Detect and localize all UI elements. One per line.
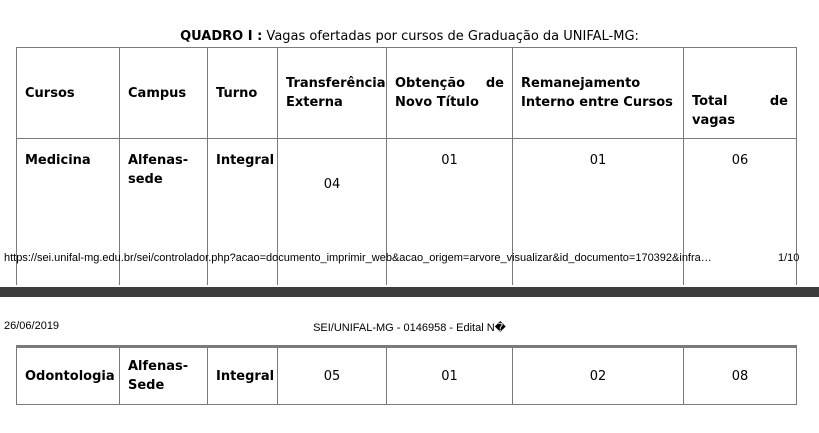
page-separator bbox=[0, 287, 819, 297]
cell-transferencia: 05 bbox=[278, 347, 387, 405]
header-date: 26/06/2019 bbox=[4, 320, 60, 332]
cell-turno: Integral bbox=[208, 347, 278, 405]
cell-remanejamento: 02 bbox=[513, 347, 684, 405]
caption-text: Vagas ofertadas por cursos de Graduação da UNIFAL-MG: bbox=[262, 29, 639, 44]
cell-remanejamento: 01 bbox=[513, 139, 684, 286]
header-turno: Turno bbox=[208, 48, 278, 139]
cell-obtencao: 01 bbox=[387, 347, 513, 405]
vacancies-table-continued bbox=[16, 345, 797, 405]
header-total-word2: de bbox=[769, 94, 788, 109]
cell-curso: Odontologia bbox=[17, 347, 120, 405]
header-total-word1: Total bbox=[692, 94, 728, 109]
footer-url: https://sei.unifal-mg.edu.br/sei/controlador.php?acao=documento_imprimir_web&acao_origem=arvore_visualizar&id_documento=170392&infra… bbox=[4, 252, 712, 264]
cell-obtencao: 01 bbox=[387, 139, 513, 286]
table-header-row bbox=[17, 48, 797, 139]
header-obtencao-line2: Novo Título bbox=[395, 95, 479, 110]
cell-transferencia: 04 bbox=[278, 139, 387, 286]
cell-campus: Alfenas-sede bbox=[120, 139, 208, 286]
header-obtencao-word1: Obtenção bbox=[395, 76, 466, 91]
header-total bbox=[684, 48, 797, 139]
caption-prefix: QUADRO I : bbox=[180, 29, 263, 44]
cell-total: 06 bbox=[684, 139, 797, 286]
table-caption bbox=[0, 29, 819, 45]
cell-turno: Integral bbox=[208, 139, 278, 286]
header-remanejamento: Remanejamento Interno entre Cursos bbox=[513, 48, 684, 139]
header-total-line2: vagas bbox=[692, 113, 736, 128]
header-document-id: SEI/UNIFAL-MG - 0146958 - Edital N� bbox=[313, 322, 506, 334]
vacancies-table bbox=[16, 47, 800, 285]
cell-campus: Alfenas-Sede bbox=[120, 347, 208, 405]
header-campus: Campus bbox=[120, 48, 208, 139]
footer-page-number: 1/10 bbox=[778, 252, 800, 264]
cell-curso: Medicina bbox=[17, 139, 120, 286]
header-obtencao-word2: de bbox=[485, 76, 504, 91]
header-transferencia-externa: Transferência Externa bbox=[278, 48, 387, 139]
cell-total: 08 bbox=[684, 347, 797, 405]
header-obtencao bbox=[387, 48, 513, 139]
table-row bbox=[17, 347, 797, 405]
header-cursos: Cursos bbox=[17, 48, 120, 139]
